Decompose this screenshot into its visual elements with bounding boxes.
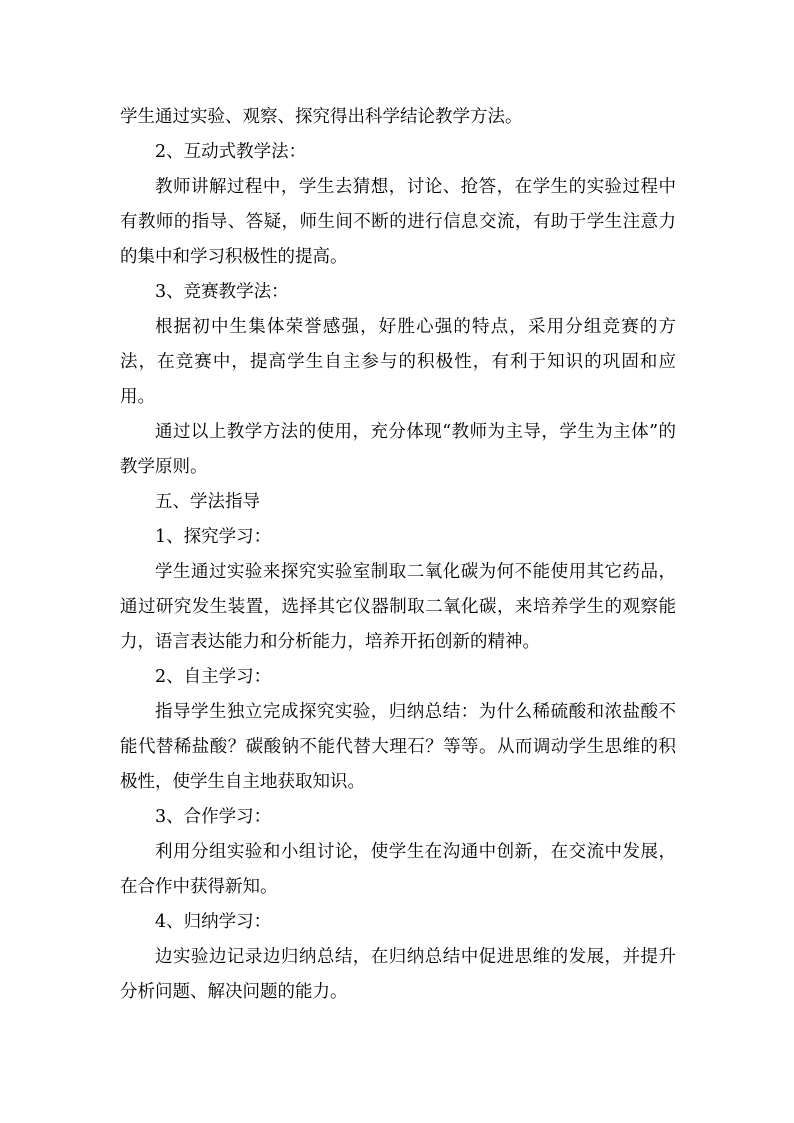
heading-self-learning: 2、自主学习：	[155, 667, 272, 687]
paragraph-intro: 学生通过实验、观察、探究得出科学结论教学方法。	[120, 107, 523, 127]
paragraph-inquiry-learning: 学生通过实验来探究实验室制取二氧化碳为何不能使用其它药品，通过研究发生装置，选择其它仪器制取二氧化碳，来培养学生的观察能力，语言表达能力和分析能力，培养开拓创新的精神。	[120, 562, 676, 652]
heading-inquiry-learning: 1、探究学习：	[155, 527, 272, 547]
paragraph-interactive-method: 教师讲解过程中，学生去猜想，讨论、抢答，在学生的实验过程中有教师的指导、答疑，师生间不断的进行信息交流，有助于学生注意力的集中和学习积极性的提高。	[120, 177, 676, 267]
heading-cooperative-learning: 3、合作学习：	[155, 807, 272, 827]
section-heading-study-guidance: 五、学法指导	[155, 492, 260, 512]
paragraph-competition-method: 根据初中生集体荣誉感强，好胜心强的特点，采用分组竞赛的方法，在竞赛中，提高学生自主参与的积极性，有利于知识的巩固和应用。	[120, 317, 676, 407]
paragraph-inductive-learning: 边实验边记录边归纳总结，在归纳总结中促进思维的发展，并提升分析问题、解决问题的能力。	[120, 947, 676, 1002]
paragraph-cooperative-learning: 利用分组实验和小组讨论，使学生在沟通中创新，在交流中发展，在合作中获得新知。	[120, 842, 676, 897]
heading-competition-method: 3、竞赛教学法：	[155, 282, 289, 302]
paragraph-self-learning: 指导学生独立完成探究实验，归纳总结：为什么稀硫酸和浓盐酸不能代替稀盐酸？碳酸钠不能代替大理石？等等。从而调动学生思维的积极性，使学生自主地获取知识。	[120, 702, 676, 792]
paragraph-summary: 通过以上教学方法的使用，充分体现“教师为主导，学生为主体”的教学原则。	[120, 422, 676, 477]
heading-inductive-learning: 4、归纳学习：	[155, 912, 272, 932]
document-page	[120, 100, 676, 1010]
heading-interactive-method: 2、互动式教学法：	[155, 142, 307, 162]
